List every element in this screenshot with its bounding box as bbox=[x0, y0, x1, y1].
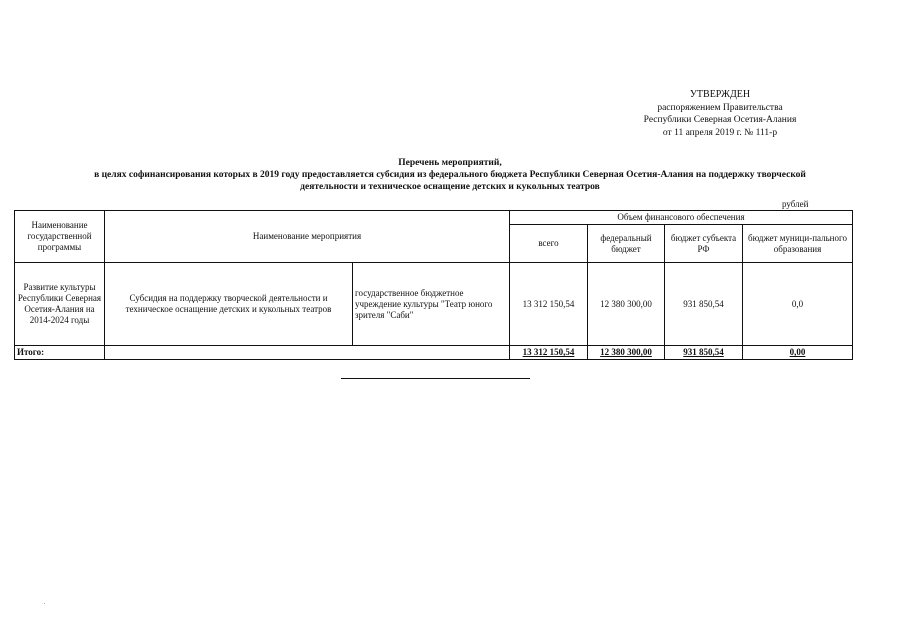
header-subject: бюджет субъекта РФ bbox=[665, 225, 743, 263]
currency-unit: рублей bbox=[782, 199, 809, 209]
cell-municipal: 0,0 bbox=[743, 263, 853, 346]
approval-line-3: от 11 апреля 2019 г. № 111-р bbox=[662, 127, 778, 138]
cell-subject: 931 850,54 bbox=[665, 263, 743, 346]
cell-event: Субсидия на поддержку творческой деятельности и техническое оснащение детских и кукольных театров bbox=[105, 263, 353, 346]
separator-line bbox=[341, 378, 530, 379]
funding-table bbox=[14, 210, 853, 360]
totals-total: 13 312 150,54 bbox=[510, 346, 588, 360]
scan-speck bbox=[44, 603, 45, 604]
approval-block bbox=[620, 89, 820, 139]
cell-program: Развитие культуры Республики Северная Осетия-Алания на 2014-2024 годы bbox=[15, 263, 105, 346]
totals-row bbox=[15, 346, 853, 360]
header-event: Наименование мероприятия bbox=[105, 211, 510, 263]
header-federal: федеральный бюджет bbox=[588, 225, 665, 263]
table-row bbox=[15, 263, 853, 346]
cell-federal: 12 380 300,00 bbox=[588, 263, 665, 346]
header-row-1 bbox=[15, 211, 853, 225]
totals-federal: 12 380 300,00 bbox=[588, 346, 665, 360]
approval-heading: УТВЕРЖДЕН bbox=[689, 89, 751, 100]
header-municipal: бюджет муници-пального образования bbox=[743, 225, 853, 263]
totals-empty bbox=[105, 346, 510, 360]
totals-label: Итого: bbox=[15, 346, 105, 360]
cell-recipient: государственное бюджетное учреждение культуры "Театр юного зрителя "Саби" bbox=[353, 263, 510, 346]
document-title bbox=[16, 157, 884, 193]
title-line-2: в целях софинансирования которых в 2019 году предоставляется субсидия из федерального бюджета Республики Северная Осетия-Алания на поддержку творческой bbox=[94, 170, 806, 180]
totals-subject: 931 850,54 bbox=[665, 346, 743, 360]
totals-municipal: 0,00 bbox=[743, 346, 853, 360]
cell-total: 13 312 150,54 bbox=[510, 263, 588, 346]
header-funding: Объем финансового обеспечения bbox=[510, 211, 853, 225]
title-line-1: Перечень мероприятий, bbox=[398, 158, 502, 168]
approval-line-1: распоряжением Правительства bbox=[657, 102, 783, 113]
title-line-3: деятельности и техническое оснащение детских и кукольных театров bbox=[300, 182, 600, 192]
approval-line-2: Республики Северная Осетия-Алания bbox=[643, 115, 797, 125]
header-total: всего bbox=[510, 225, 588, 263]
header-program: Наименование государственной программы bbox=[15, 211, 105, 263]
